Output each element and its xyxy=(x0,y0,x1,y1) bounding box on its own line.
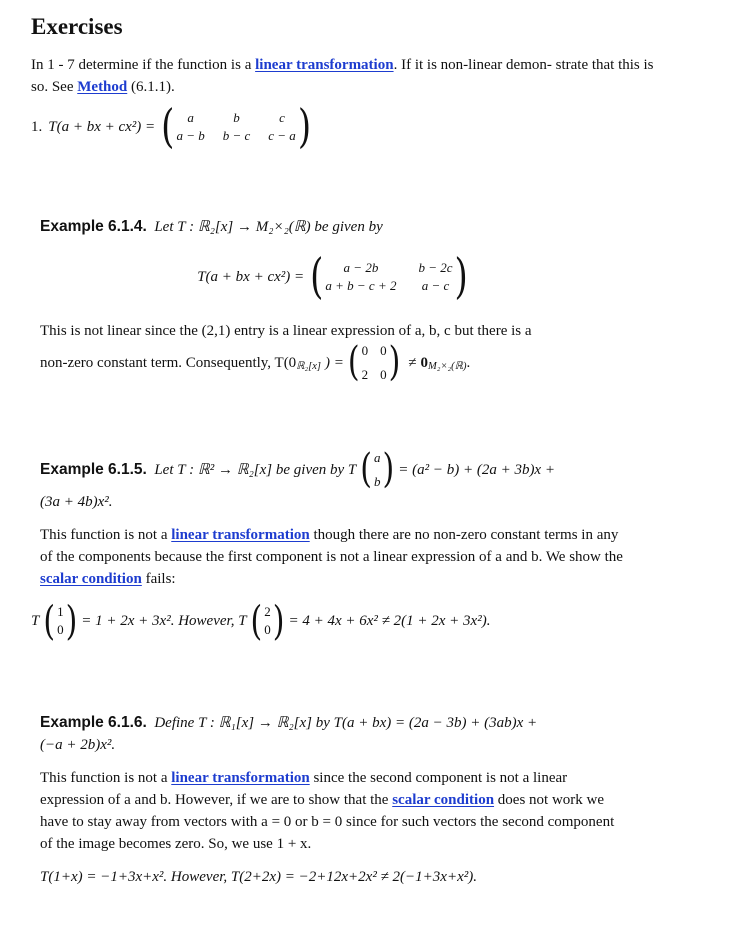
example-615-vector xyxy=(360,447,394,493)
vector-1-0 xyxy=(43,597,78,645)
intro-text-mid: . If it is non-linear demon- strate that this is so. See xyxy=(31,57,654,95)
example-615-intro-line2: (3a + 4b)x². xyxy=(40,494,113,510)
example-616-final-equation: T(1+x) = −1+3x+x². However, T(2+2x) = −2+12x+2x² ≠ 2(−1+3x+x²). xyxy=(40,869,477,885)
example-614-eq-lhs: T(a + bx + cx²) = xyxy=(197,268,305,285)
vector-2-0-grid xyxy=(262,604,273,639)
example-614-matrix-cell: a − c xyxy=(421,278,450,293)
right-paren: ) xyxy=(297,100,312,154)
zero-matrix-cell: 0 xyxy=(361,343,369,358)
example-614-intro: Let T : ℝ₂[x] → M₂×₂(ℝ) be given by xyxy=(154,219,383,235)
example-616-body xyxy=(40,767,625,855)
example-614-body2-end: . xyxy=(466,355,471,371)
zero-matrix-cell: 2 xyxy=(361,367,369,382)
example-616-label: Example 6.1.6. xyxy=(40,714,147,731)
example-615-body-after: fails: xyxy=(141,571,176,587)
example-616-body-before: This function is not a xyxy=(40,770,172,786)
example-614-label: Example 6.1.4. xyxy=(40,218,147,235)
zero-matrix-cell: 0 xyxy=(380,367,387,382)
exercise-number: 1. xyxy=(31,118,43,135)
example-614-matrix-cell: a + b − c + 2 xyxy=(325,278,397,293)
example-614-body-line1: This is not linear since the (2,1) entry is a linear expression of a, b, c but there is a xyxy=(40,323,532,339)
right-paren: ) xyxy=(454,249,468,305)
example-615-calc-eq1: = 1 + 2x + 3x². However, T xyxy=(81,612,247,629)
intro-text-after: (6.1.1). xyxy=(127,79,175,95)
exercise-1 xyxy=(31,100,312,154)
right-paren: ) xyxy=(65,597,78,645)
vector-2-0-cell: 2 xyxy=(264,604,271,619)
example-615-body-mid: though there are no non-zero constant terms in any of the components because the first component is not a linear expression of a and b. We show the xyxy=(40,527,623,565)
left-paren: ( xyxy=(360,445,372,493)
exercise-1-matrix-cell: c − a xyxy=(268,128,296,143)
example-616-intro: Define T : ℝ₁[x] → ℝ₂[x] by T(a + bx) = (2a − 3b) + (3ab)x + xyxy=(154,715,538,731)
example-615-body-before: This function is not a xyxy=(40,527,172,543)
example-614-matrix-cell: b − 2c xyxy=(418,260,453,275)
example-615-calc-eq2: = 4 + 4x + 6x² ≠ 2(1 + 2x + 3x²). xyxy=(288,612,491,629)
exercise-1-matrix-cell: a − b xyxy=(176,128,205,143)
exercise-1-matrix-cell: c xyxy=(279,110,285,125)
link-linear-transformation[interactable]: linear transformation xyxy=(255,57,394,73)
exercise-1-matrix xyxy=(161,100,312,154)
right-paren: ) xyxy=(388,338,401,386)
example-615-label: Example 6.1.5. xyxy=(40,461,147,478)
example-616-heading xyxy=(40,712,625,734)
left-paren: ( xyxy=(250,597,263,645)
example-614-equation xyxy=(40,249,625,305)
example-614-bold-zero: 0 xyxy=(420,355,429,371)
vector-2-0 xyxy=(250,597,285,645)
example-614-matrix-cell: a − 2b xyxy=(343,260,379,275)
exercise-1-matrix-cell: b xyxy=(233,110,240,125)
intro-text-before: In 1 - 7 determine if the function is a xyxy=(31,57,256,73)
exercise-1-matrix-grid xyxy=(174,107,297,147)
example-615-calc-T: T xyxy=(31,612,40,629)
example-615-vector-cell: a xyxy=(374,450,381,465)
example-614-body2-eq: ) = xyxy=(325,355,344,371)
vector-1-0-cell: 0 xyxy=(57,622,64,637)
exercise-1-matrix-cell: b − c xyxy=(222,128,251,143)
link-linear-transformation[interactable]: linear transformation xyxy=(171,770,310,786)
example-616-body-mid: since the second component is not a linear expression of a and b. However, if we are to show that the xyxy=(40,770,568,808)
vector-1-0-grid xyxy=(55,604,66,639)
link-method[interactable]: Method xyxy=(77,79,128,95)
example-614-matrix xyxy=(310,249,468,305)
example-615-body xyxy=(40,524,625,590)
example-616-intro-line2: (−a + 2b)x². xyxy=(40,737,116,753)
left-paren: ( xyxy=(347,338,360,386)
page-title: Exercises xyxy=(31,14,123,39)
left-paren: ( xyxy=(43,597,56,645)
example-615-intro-after: = (a² − b) + (2a + 3b)x + xyxy=(398,462,555,478)
exercise-1-lhs: T(a + bx + cx²) = xyxy=(48,118,156,135)
example-615-vector-grid xyxy=(372,447,383,493)
left-paren: ( xyxy=(310,249,324,305)
zero-matrix xyxy=(348,340,400,386)
zero-matrix-grid xyxy=(360,340,389,386)
example-615-intro-before: Let T : ℝ² → ℝ₂[x] be given by T xyxy=(154,462,357,478)
link-scalar-condition[interactable]: scalar condition xyxy=(40,571,142,587)
link-scalar-condition[interactable]: scalar condition xyxy=(392,792,495,808)
left-paren: ( xyxy=(161,100,175,154)
zero-matrix-cell: 0 xyxy=(380,343,387,358)
right-paren: ) xyxy=(272,597,285,645)
right-paren: ) xyxy=(382,445,395,493)
example-614-body2-neq: ≠ xyxy=(408,355,417,371)
example-614-heading xyxy=(40,216,625,238)
vector-2-0-cell: 0 xyxy=(264,622,271,637)
example-614-body2-before: non-zero constant term. Consequently, T(0 xyxy=(40,355,297,371)
vector-1-0-cell: 1 xyxy=(57,604,64,619)
example-615-heading xyxy=(40,445,625,493)
example-615-vector-cell: b xyxy=(374,474,381,489)
intro-paragraph xyxy=(31,54,671,98)
link-linear-transformation[interactable]: linear transformation xyxy=(171,527,310,543)
exercise-1-matrix-cell: a xyxy=(187,110,194,125)
example-615-calculation xyxy=(31,598,490,644)
example-614-body-line2: non-zero constant term. Consequently, T(0 $_{ℝ_2[x]}$ ) = ( 0 0 2 0 ) ≠ 0 $_{M_2\times_2(ℝ)}$ . xyxy=(40,342,625,384)
example-616-body-after: does not work we have to stay away from vectors with a = 0 or b = 0 since for such vectors the second component of the image becomes zero. So, we use 1 + x. xyxy=(40,792,615,852)
example-614-matrix-grid xyxy=(323,257,454,297)
